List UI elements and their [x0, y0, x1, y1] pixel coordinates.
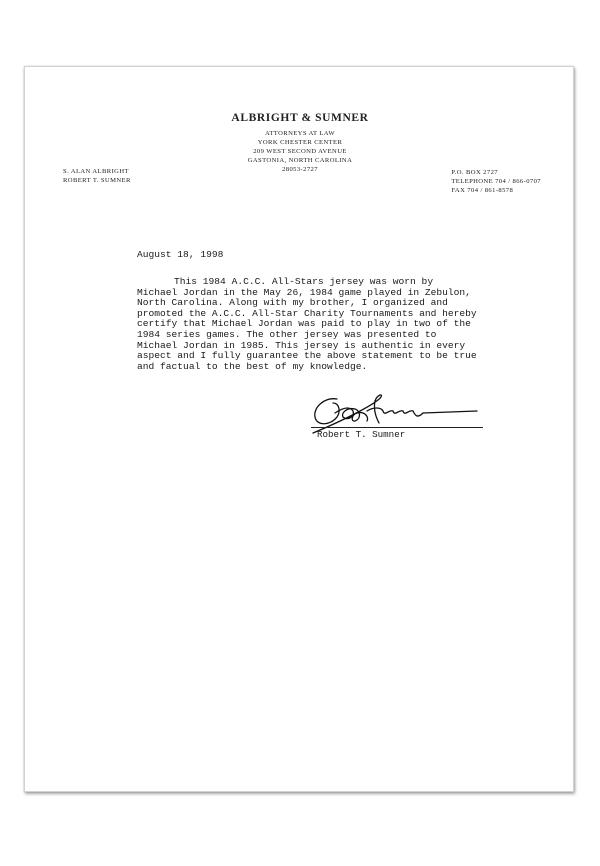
po-box: P.O. BOX 2727 [451, 169, 498, 176]
firm-city: GASTONIA, NORTH CAROLINA [247, 157, 353, 164]
telephone: TELEPHONE 704 / 866-0707 [451, 178, 541, 185]
signer-name: Robert T. Sumner [317, 429, 406, 440]
firm-name: ALBRIGHT & SUMNER [231, 112, 369, 124]
signature-line [311, 427, 483, 428]
partner-names [63, 167, 131, 185]
partner-name: ROBERT T. SUMNER [63, 177, 131, 184]
firm-street: 209 WEST SECOND AVENUE [253, 148, 347, 155]
letter-body: This 1984 A.C.C. All-Stars jersey was worn by Michael Jordan in the May 26, 1984 game played in Zebulon, North Carolina. Along with my brother, I organized and promoted the A.C.C. All-Star Charity Tournaments and hereby certify that Michael Jordan was paid to play in two of the 1984 series games. The other jersey was presented to Michael Jordan in 1985. This jersey is authentic in every aspect and I fully guarantee the above statement to be true and factual to the best of my knowledge. [137, 276, 477, 372]
fax: FAX 704 / 861-8578 [451, 187, 514, 194]
letter-page [24, 66, 574, 792]
firm-zip: 28053-2727 [282, 166, 318, 173]
firm-building: YORK CHESTER CENTER [257, 139, 343, 146]
contact-info [451, 168, 541, 195]
firm-subtitle: ATTORNEYS AT LAW [264, 130, 336, 137]
partner-name: S. ALAN ALBRIGHT [63, 168, 129, 175]
letter-date: August 18, 1998 [137, 249, 224, 260]
